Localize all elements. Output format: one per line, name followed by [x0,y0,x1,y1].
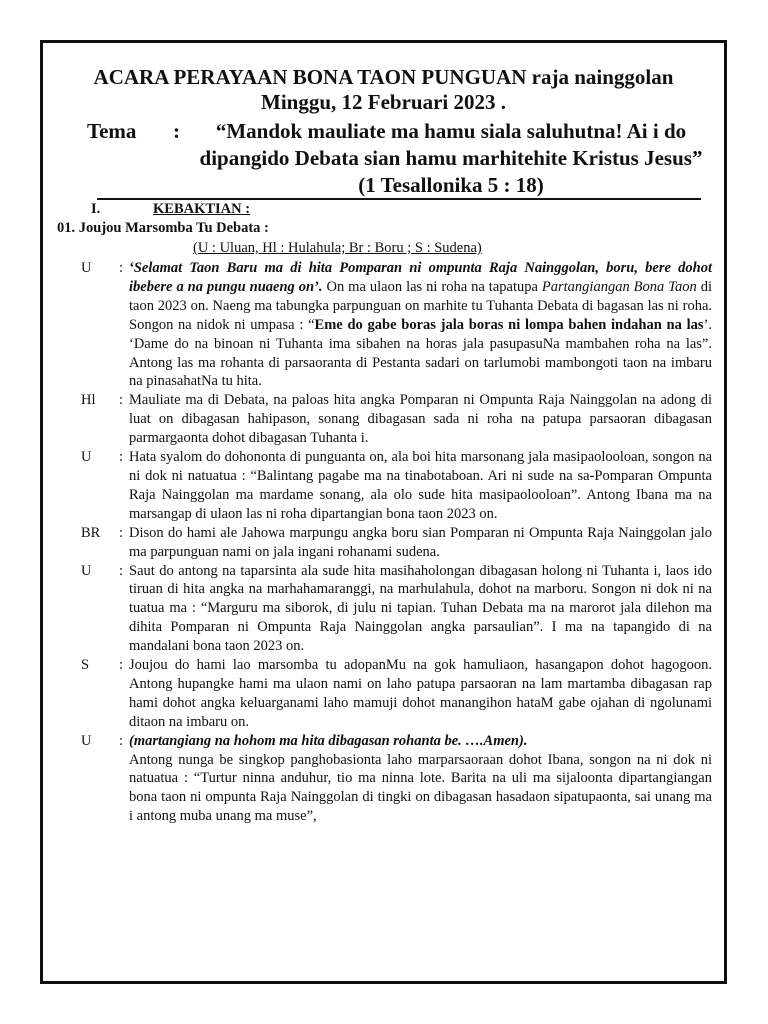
document-date: Minggu, 12 Februari 2023 . [261,90,506,114]
section-title [153,201,250,218]
entry-paragraph: Antong nunga be singkop panghobasionta laho marparsaoraan dohot Ibana, songon na ni dok ni natuatua : “Turtur ninna anduhur, tio ma ninna lote. Barita na uli ma sijaloonta dipartangiangan bona taon ni ompunta Raja Nainggolan di tingki on dibagasan hasadaon sipatupaonta, sai unang ma i antong muba unang ma muse”, [129,751,712,825]
entry-text: Dison do hami ale Jahowa marpungu angka boru sian Pomparan ni Ompunta Raja Nainggolan jalo ma parpunguan nami on jala ingani rohanami sudena. [129,524,712,560]
entry-text: Mauliate ma di Debata, na paloas hita angka Pomparan ni Ompunta Raja Nainggolan na adong di luat on dibagasan hahipason, sonang dibagasan sada ni roha na patupa parsaoran dibagasan parmargaonta dohot dibagasan Tuhanta i. [129,392,712,447]
entry-text-part: di taon 2023 on. Naeng ma tabungka parpunguan on marhite tu Tuhanta Debata di bagasan las ni roha. Songon na nidok ni umpasa : “ [129,278,713,333]
page-border [40,40,727,984]
document-title: ACARA PERAYAAN BONA TAON PUNGUAN raja nainggolan [93,65,674,89]
entry-text: Saut do antong na taparsinta ala sude hita masihaholongan dibagasan holong ni Tuhanta i, laos ido tiruan di hita angka na marhahamaranggi, na marhulahula, dohot na marboru. Songon ni dok ni na tuatua ma : “Marguru ma siborok, di julu ni tapian. Tuhan Debata ma na marorot jala dilehon ma dihita Pomparan ni Ompunta Raja Nainggolan angka parsaulian”. I ma na tapangido di na mandalani bona taon 2023 on. [129,562,712,655]
liturgy-entries [43,259,724,826]
entry-text-part: ’. ‘Dame do na binoan ni Tuhanta ima sibahen na horas jala pasupasuNa mambahen roha na las”. Antong las ma rohanta di parsaoranta di Pestanta sadari on tarlumobi mambongoti taon na imbaru na pinasahatNa tu hita. [129,316,712,390]
liturgy-entry [43,732,724,827]
speaker-colon: : [119,562,124,579]
entry-text: Joujou do hami lao marsomba tu adopanMu na gok hamuliaon, hasangapon dohot hagogoon. Antong hupangke hami ma ulaon nami on laho patupa parsaoran na lam martamba dibagasan rap hami dohot angka keluarganami laho mamuji dohot manangihon hataM gabe ojahan di ngolunami ditaon na imbaru on. [129,657,712,730]
speaker-colon: : [119,524,124,541]
speaker-code: U [81,260,92,276]
speaker-colon: : [119,732,124,749]
entry-greeting: ‘Selamat Taon Baru ma di hita Pomparan ni ompunta Raja Nainggolan, boru, bere dohot ibebere a na pungu nuaeng on’. [129,260,712,295]
theme-text: “Mandok mauliate ma hamu siala saluhutna! Ai i do dipangido Debata sian hamu marhitehite Kristus Jesus” (1 Tesallonika 5 : 18) [199,119,703,197]
speaker-code: S [81,657,90,674]
entry-instruction-end: . [523,732,528,749]
entry-text: Hata syalom do dohononta di punguanta on, ala boi hita marsonang jala masipaolooloan, songon na ni dok ni natuatua : “Balintang pagabe ma na tinabotaboan. Ari ni sude na sa-Pomparan Ompunta Raja Nainggolan ma mardame sonang, ala olo sude hita masipaolooloan”. Antong Ibana ma na marsangap di ulaon las ni roha dipartangian bona taon 2023 on. [129,449,712,522]
speaker-colon: : [119,657,124,674]
speaker-code: U [81,449,92,466]
liturgy-entry [43,391,724,448]
speaker-colon: : [119,260,124,276]
entry-instruction [129,732,712,751]
document-page [43,43,724,981]
section-title-text: KEBAKTIAN [153,201,242,217]
title-divider [97,198,701,200]
speaker-colon: : [119,449,124,466]
speaker-colon: : [119,392,124,409]
entry-text [129,259,712,391]
subsection-heading: 01. Joujou Marsomba Tu Debata : [57,220,269,236]
section-number: I. [91,201,101,217]
liturgy-entry [43,259,724,391]
speaker-code: U [81,562,92,579]
entry-text [129,732,712,827]
liturgy-entry [43,524,724,562]
speaker-legend: (U : Uluan, Hl : Hulahula; Br : Boru ; S : Sudena) [193,240,482,256]
liturgy-entry [43,656,724,732]
speaker-code: BR [81,524,101,541]
entry-text-part: On ma ulaon las ni roha na tapatupa [322,278,542,295]
entry-event-name: Partangiangan Bona Taon [541,278,697,295]
speaker-code: U [81,732,92,749]
liturgy-entry [43,448,724,524]
theme-colon: : [173,119,180,143]
entry-instruction-text: (martangiang na hohom ma hita dibagasan rohanta be. ….Amen) [129,732,524,749]
entry-proverb: Eme do gabe boras jala boras ni lompa bahen indahan na las [314,316,704,333]
section-title-suffix: : [241,201,251,217]
speaker-code: Hl [81,392,96,409]
theme-label: Tema [87,119,137,143]
liturgy-entry [43,562,724,657]
